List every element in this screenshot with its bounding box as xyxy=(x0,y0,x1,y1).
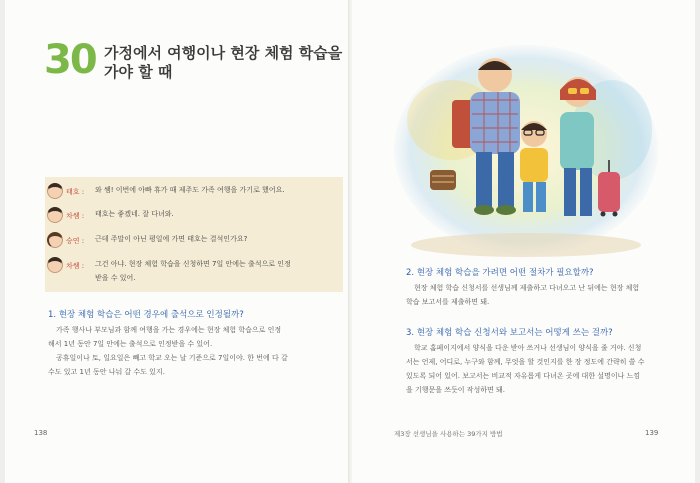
chapter-title xyxy=(104,44,342,82)
page-number-right: 139 xyxy=(645,429,659,437)
taeho-avatar-icon xyxy=(47,183,63,199)
section1-line: 해서 1년 동안 7일 안에는 출석으로 인정받을 수 있어. xyxy=(48,340,213,348)
section3-line: 학교 홈페이지에서 양식을 다운 받아 쓰거나 선생님이 양식을 줄 거야. 신청 xyxy=(414,344,642,352)
section2-body xyxy=(406,281,692,309)
teacher-avatar-icon xyxy=(47,207,63,223)
family-travel-illustration xyxy=(392,30,660,260)
section1-line: 공휴일이나 토, 일요일은 빼고 학교 오는 날 기준으로 7일이야. 한 번에 다 갈 xyxy=(56,354,288,362)
dialog-speaker: 차쌤 : xyxy=(66,262,85,270)
dialog-box xyxy=(45,177,343,292)
section3-body xyxy=(406,341,692,397)
section3-title: 3. 현장 체험 학습 신청서와 보고서는 어떻게 쓰는 걸까? xyxy=(406,328,613,338)
section1-title: 1. 현장 체험 학습은 어떤 경우에 출석으로 인정될까? xyxy=(48,310,244,320)
seungyeon-avatar-icon xyxy=(47,232,63,248)
dialog-text: 태호는 좋겠네. 잘 다녀와. xyxy=(95,210,174,218)
section2-line: 학습 보고서를 제출하면 돼. xyxy=(406,298,490,306)
section2-line: 현장 체험 학습 신청서를 선생님께 제출하고 다녀오고 난 뒤에는 현장 체험 xyxy=(414,284,640,292)
dialog-text: 와 쌤! 이번에 아빠 휴가 때 제주도 가족 여행을 가기로 했어요. xyxy=(95,186,285,194)
chapter-title-line1: 가정에서 여행이나 현장 체험 학습을 xyxy=(104,44,343,62)
section1-body xyxy=(48,323,344,379)
dialog-text: 그건 아냐. 현장 체험 학습을 신청하면 7일 안에는 출석으로 인정 xyxy=(95,260,291,268)
section3-line: 을 기행문을 쓰듯이 작성하면 돼. xyxy=(406,386,506,394)
dialog-speaker: 태호 : xyxy=(66,188,85,196)
section3-line: 있도록 되어 있어. 보고서는 비교적 자유롭게 다녀온 곳에 대한 설명이나 느낌 xyxy=(406,372,641,380)
dialog-text-cont: 받을 수 있어. xyxy=(95,274,136,282)
dialog-speaker: 차쌤 : xyxy=(66,212,85,220)
section1-line: 수도 있고 1년 동안 나눠 갈 수도 있지. xyxy=(48,368,165,376)
chapter-number: 30 xyxy=(44,37,96,83)
running-footer: 제3장 선생님을 사용하는 39가지 방법 xyxy=(394,430,503,438)
section3-line: 서는 언제, 어디로, 누구와 함께, 무엇을 할 것인지를 한 장 정도에 간략히 쓸 수 xyxy=(406,358,645,366)
section1-line: 가족 행사나 부모님과 함께 여행을 가는 경우에는 현장 체험 학습으로 인정 xyxy=(56,326,282,334)
page-number-left: 138 xyxy=(34,429,48,437)
dialog-speaker: 승연 : xyxy=(66,237,85,245)
chapter-title-line2: 가야 할 때 xyxy=(104,63,173,81)
dialog-text: 근데 주말이 아닌 평일에 가면 태호는 결석인가요? xyxy=(95,235,248,243)
teacher-avatar-icon xyxy=(47,257,63,273)
section2-title: 2. 현장 체험 학습을 가려면 어떤 절차가 필요할까? xyxy=(406,268,594,278)
